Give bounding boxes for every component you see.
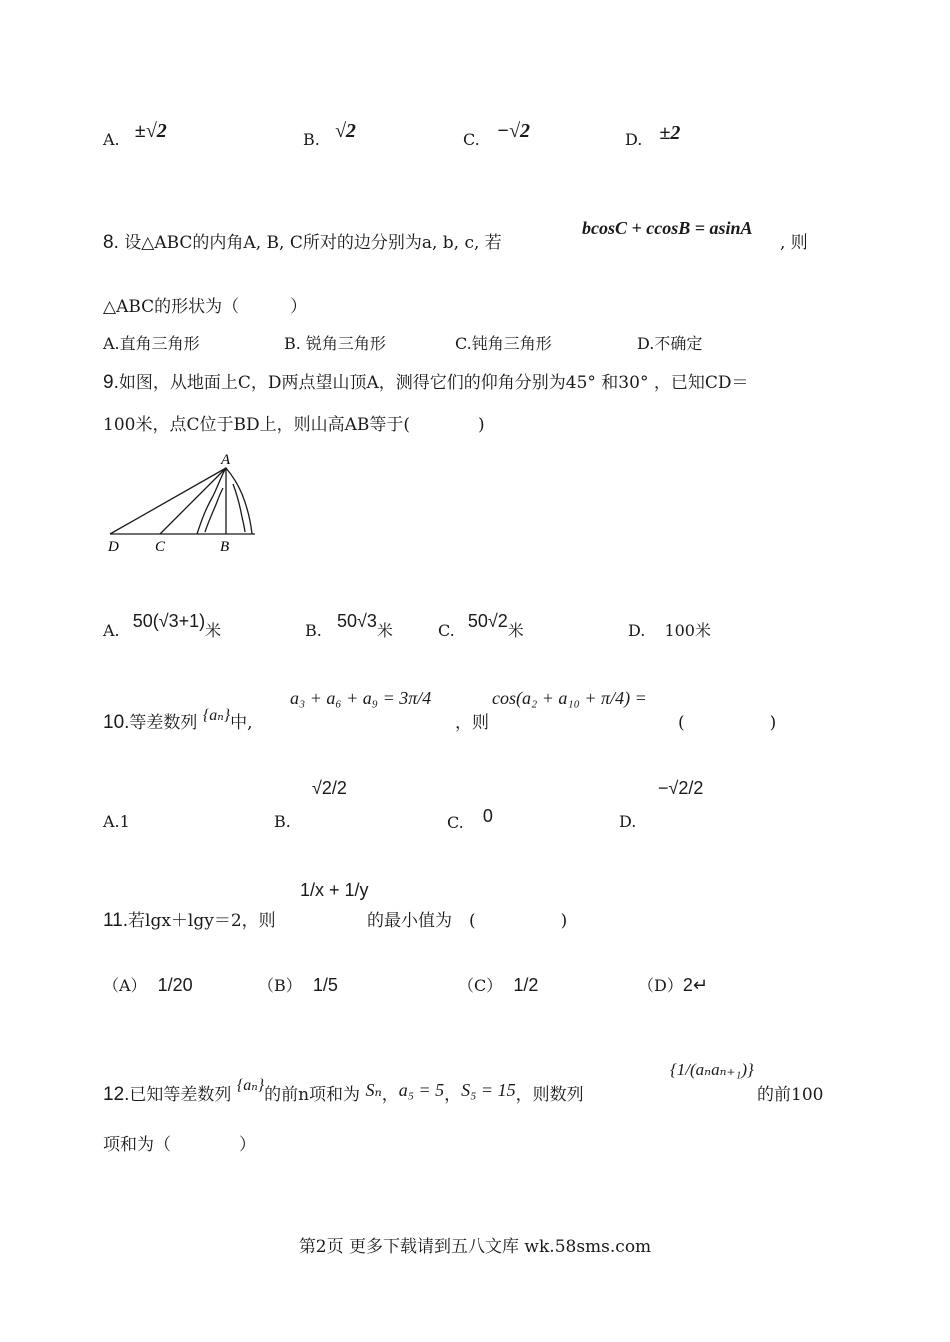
q12-cond-2: S₅ = 15 xyxy=(461,1080,516,1100)
q9-stem-2: 100米，点C位于BD上，则山高AB等于( ) xyxy=(103,415,485,435)
mountain-shading-2 xyxy=(233,484,245,532)
q8-stem-2: , 则 xyxy=(780,233,808,253)
q11-expr: 1/x + 1/y xyxy=(300,880,369,900)
q12-seq2: {1/(aₙaₙ₊₁)} xyxy=(670,1060,754,1079)
page-footer: 第2页 更多下载请到五八文库 wk.58sms.com xyxy=(298,1237,652,1257)
q9-option-c-expr: 50√2 xyxy=(467,611,508,631)
q9-option-a: A. 50(√3+1)米 xyxy=(103,611,222,640)
q10-option-b: B. xyxy=(274,812,291,831)
figure-label-a: A xyxy=(221,452,231,468)
q10-option-a: A.1 xyxy=(103,812,130,831)
q10-option-c: C. 0 xyxy=(447,806,493,832)
q12-seq: {aₙ} xyxy=(236,1077,265,1094)
q10-seq: {aₙ} xyxy=(202,707,231,724)
q8-option-c: C.钝角三角形 xyxy=(455,334,552,353)
q7-option-c-expr: −√2 xyxy=(496,120,530,142)
q12-stem-5: 项和为（ ） xyxy=(103,1135,256,1155)
q11-stem: 11.若lgx＋lgy＝2，则 xyxy=(103,910,276,931)
q11-option-a-expr: 1/20 xyxy=(157,975,193,995)
q10-target: cos(a₂ + a₁₀ + π/4) = xyxy=(492,688,647,708)
q7-option-b: B. √2 xyxy=(303,120,356,149)
q10-option-d-expr: −√2/2 xyxy=(658,778,704,798)
q9-number: 9. xyxy=(103,372,119,393)
q11-number: 11. xyxy=(103,910,129,931)
q7-option-b-expr: √2 xyxy=(334,120,356,142)
q12-number: 12. xyxy=(103,1084,130,1105)
q10-option-c-expr: 0 xyxy=(482,806,493,826)
q11-stem-2: 的最小值为 ( ) xyxy=(367,911,568,931)
figure-label-d: D xyxy=(108,539,119,555)
q8-option-d: D.不确定 xyxy=(637,334,703,353)
q9-option-d: D. 100米 xyxy=(628,621,711,640)
q8-option-b: B. 锐角三角形 xyxy=(284,334,386,353)
line-da xyxy=(110,468,226,534)
q8-formula: bcosC + ccosB = asinA xyxy=(582,218,753,238)
q9-option-d-text: 100米 xyxy=(664,621,711,640)
q9-mountain-figure xyxy=(105,452,265,557)
q10-stem-3: ，则 xyxy=(455,713,489,733)
q12-stem: 12.已知等差数列 {aₙ}的前n项和为 Sₙ，a₅ = 5，S₅ = 15，则数列 xyxy=(103,1077,584,1105)
q12-cond-1: a₅ = 5 xyxy=(398,1080,445,1100)
q10-option-d: D. xyxy=(619,812,637,831)
q7-option-c: C. −√2 xyxy=(463,120,530,149)
figure-label-b: B xyxy=(220,539,230,555)
q7-option-d: D. ±2 xyxy=(625,122,681,149)
q7-option-a-expr: ±√2 xyxy=(134,120,167,142)
q10-option-b-expr: √2/2 xyxy=(312,778,347,798)
q9-option-b: B. 50√3米 xyxy=(305,611,393,640)
q11-option-a: （A） 1/20 xyxy=(103,975,193,995)
line-ca xyxy=(160,468,226,534)
q8-stem-1: 设△ABC的内角A, B, C所对的边分别为a, b, c, 若 xyxy=(124,233,502,253)
q8-stem-3: △ABC的形状为（ ） xyxy=(103,297,308,317)
q12-stem-4: 的前100 xyxy=(757,1085,824,1105)
figure-label-c: C xyxy=(155,539,166,555)
q11-option-c: （C） 1/2 xyxy=(458,975,539,995)
q9-option-b-expr: 50√3 xyxy=(336,611,377,631)
q10-condition: a₃ + a₆ + a₉ = 3π/4 xyxy=(290,688,432,708)
q10-number: 10. xyxy=(103,712,130,733)
q8-stem xyxy=(103,228,502,254)
q11-option-c-expr: 1/2 xyxy=(513,975,539,995)
q9-option-c: C. 50√2米 xyxy=(438,611,524,640)
q11-option-b: （B） 1/5 xyxy=(258,975,338,995)
q8-number: 8. xyxy=(103,232,119,253)
q11-option-d: （D）2↵ xyxy=(638,975,708,995)
q7-option-a: A. ±√2 xyxy=(103,120,167,149)
q10-stem: 10.等差数列 {aₙ}中, xyxy=(103,707,253,733)
q7-option-d-expr: ±2 xyxy=(659,122,681,144)
q10-paren: ( ) xyxy=(678,713,777,733)
q9-stem-line-1 xyxy=(103,368,748,394)
q8-option-a: A.直角三角形 xyxy=(103,334,200,353)
q9-option-a-expr: 50(√3+1) xyxy=(132,611,206,631)
q11-option-b-expr: 1/5 xyxy=(312,975,338,995)
q12-sn: Sₙ xyxy=(365,1080,382,1100)
q9-stem-1: 如图，从地面上C，D两点望山顶A，测得它们的仰角分别为45° 和30° ，已知CD＝ xyxy=(118,373,749,393)
